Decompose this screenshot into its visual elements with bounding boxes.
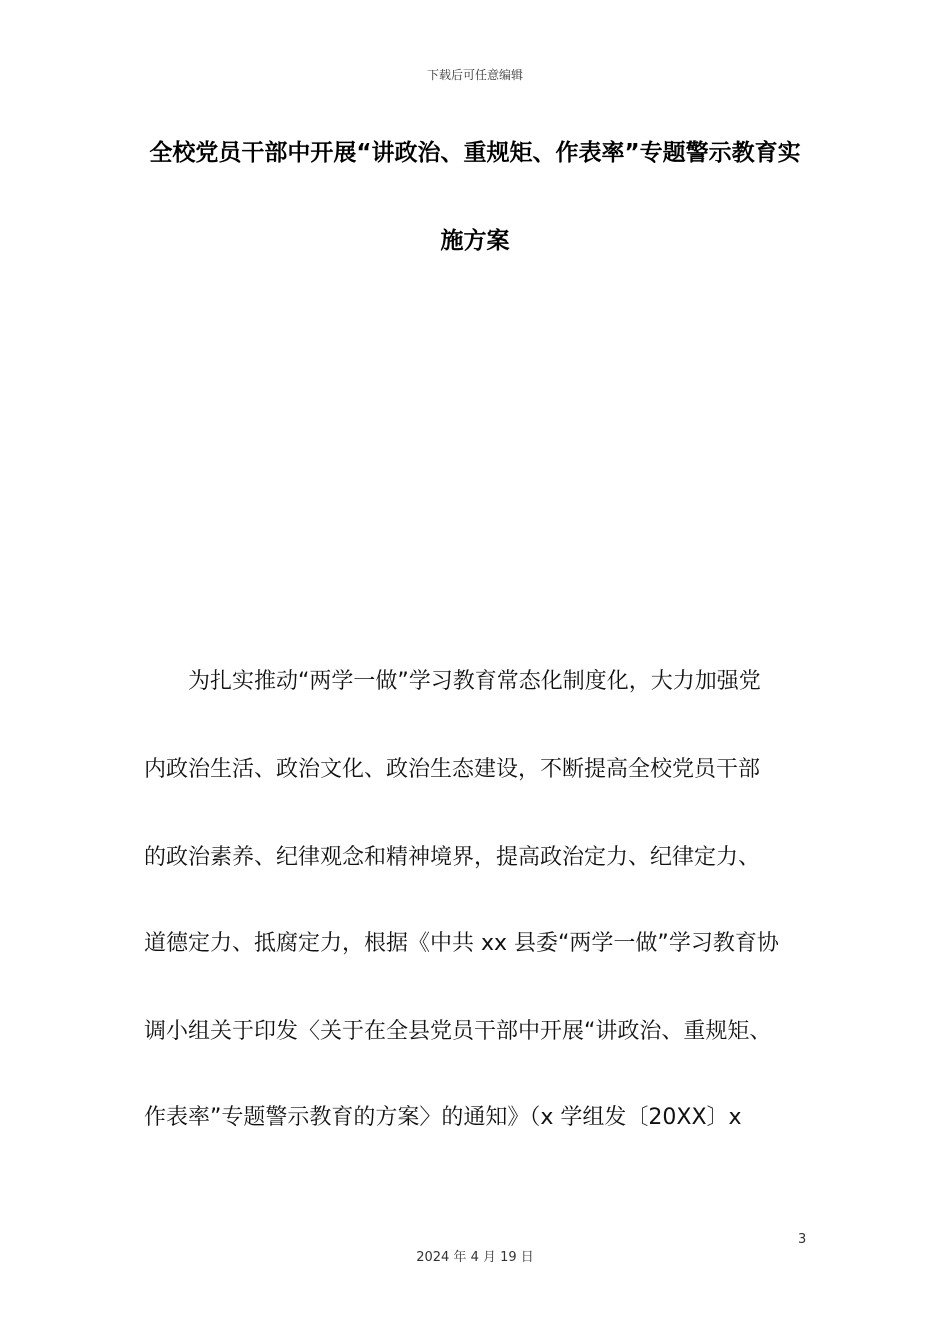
document-title-line-1: 全校党员干部中开展“讲政治、重规矩、作表率”专题警示教育实 bbox=[149, 140, 801, 166]
document-title-line-2: 施方案 bbox=[440, 228, 510, 254]
body-paragraph-line-2: 内政治生活、政治文化、政治生态建设，不断提高全校党员干部 bbox=[144, 757, 761, 782]
body-paragraph-line-5: 调小组关于印发〈关于在全县党员干部中开展“讲政治、重规矩、 bbox=[144, 1019, 772, 1044]
header-note: 下载后可任意编辑 bbox=[426, 68, 523, 82]
body-paragraph-line-3: 的政治素养、纪律观念和精神境界，提高政治定力、纪律定力、 bbox=[144, 845, 761, 870]
body-paragraph-line-1: 为扎实推动“两学一做”学习教育常态化制度化，大力加强党 bbox=[188, 669, 761, 694]
body-paragraph-line-4: 道德定力、抵腐定力，根据《中共 xx 县委“两学一做”学习教育协 bbox=[144, 931, 779, 956]
page-number: 3 bbox=[798, 1232, 807, 1247]
footer-date: 2024 年 4 月 19 日 bbox=[416, 1250, 534, 1265]
body-paragraph-line-6: 作表率”专题警示教育的方案〉的通知》（x 学组发〔20XX〕x bbox=[144, 1105, 742, 1130]
